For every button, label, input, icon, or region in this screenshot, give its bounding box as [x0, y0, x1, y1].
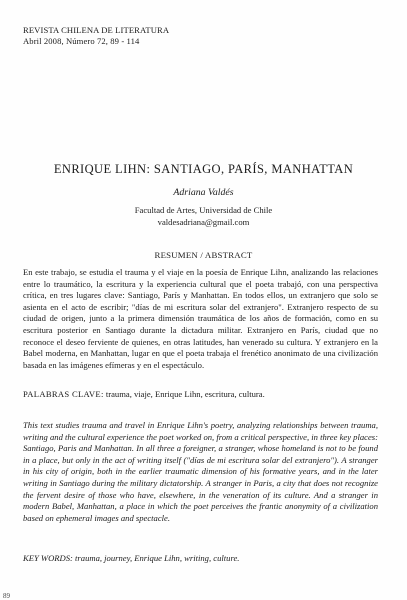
abstract-english: This text studies trauma and travel in Enrique Lihn's poetry, analyzing relationships between trauma, writing and the cultural experience the poet worked on, from a critical perspective, in three key places: Santiago, Paris and Manhattan. In all three a foreigner, a stranger, whose homeland is not to be found in a place, but only in the act of writing itself ("días de mi escritura solar del extranjero"). A stranger in his city of origin, both in the earlier traumatic dimension of his formative years, and in the later writing in Santiago during the military dictatorship. A stranger in Paris, a city that does not recognize the fervent desire of those who have, elsewhere, in the veneration of its culture. And a stranger in modern Babel, Manhattan, a place in which the poet perceives the frantic anonymity of a civilization based on ephemeral images and spectacle.: [23, 420, 378, 523]
keywords-english: [23, 553, 378, 565]
institution: Facultad de Artes, Universidad de Chile: [134, 205, 273, 215]
issue-info: Abril 2008, Número 72, 89 - 114: [23, 36, 140, 46]
resumen-heading: RESUMEN / ABSTRACT: [154, 250, 253, 260]
keywords-text: trauma, viaje, Enrique Lihn, escritura, cultura.: [105, 389, 265, 399]
author-email: valdesadriana@gmail.com: [157, 216, 250, 227]
abstract-spanish: En este trabajo, se estudia el trauma y el viaje en la poesía de Enrique Lihn, analizando las relaciones entre lo traumático, la escritura y la experiencia cultural que el poeta trabajó, con una perspectiva crítica, en tres lugares clave: Santiago, París y Manhattan. En todos ellos, un extranjero que solo se asienta en el acto de escribir; "días de mi escritura solar del extranjero". Extranjero respecto de su ciudad de origen, junto a la primera dimensión traumática de los años de formación, como en su escritura posterior en Santiago durante la dictadura militar. Extranjero en París, ciudad que no reconoce el deseo ferviente de quienes, en otras latitudes, han venerado su cultura. Y extranjero en la Babel moderna, en Manhattan, lugar en que el poeta trabaja el frenético anonimato de una civilización basada en las imágenes efímeras y en el espectáculo.: [23, 267, 378, 370]
keywords-spanish: [23, 389, 378, 401]
keywords-text-en: trauma, journey, Enrique Lihn, writing, culture.: [75, 553, 240, 563]
page-number: 89: [3, 592, 10, 600]
journal-name: REVISTA CHILENA DE LITERATURA: [23, 25, 170, 35]
keywords-label: PALABRAS CLAVE:: [23, 389, 104, 399]
article-title: ENRIQUE LIHN: SANTIAGO, PARÍS, MANHATTAN: [53, 162, 354, 176]
author-name: Adriana Valdés: [173, 187, 234, 198]
author-affiliation: [0, 205, 407, 228]
keywords-label-en: KEY WORDS:: [23, 553, 73, 563]
journal-header: [23, 25, 169, 47]
